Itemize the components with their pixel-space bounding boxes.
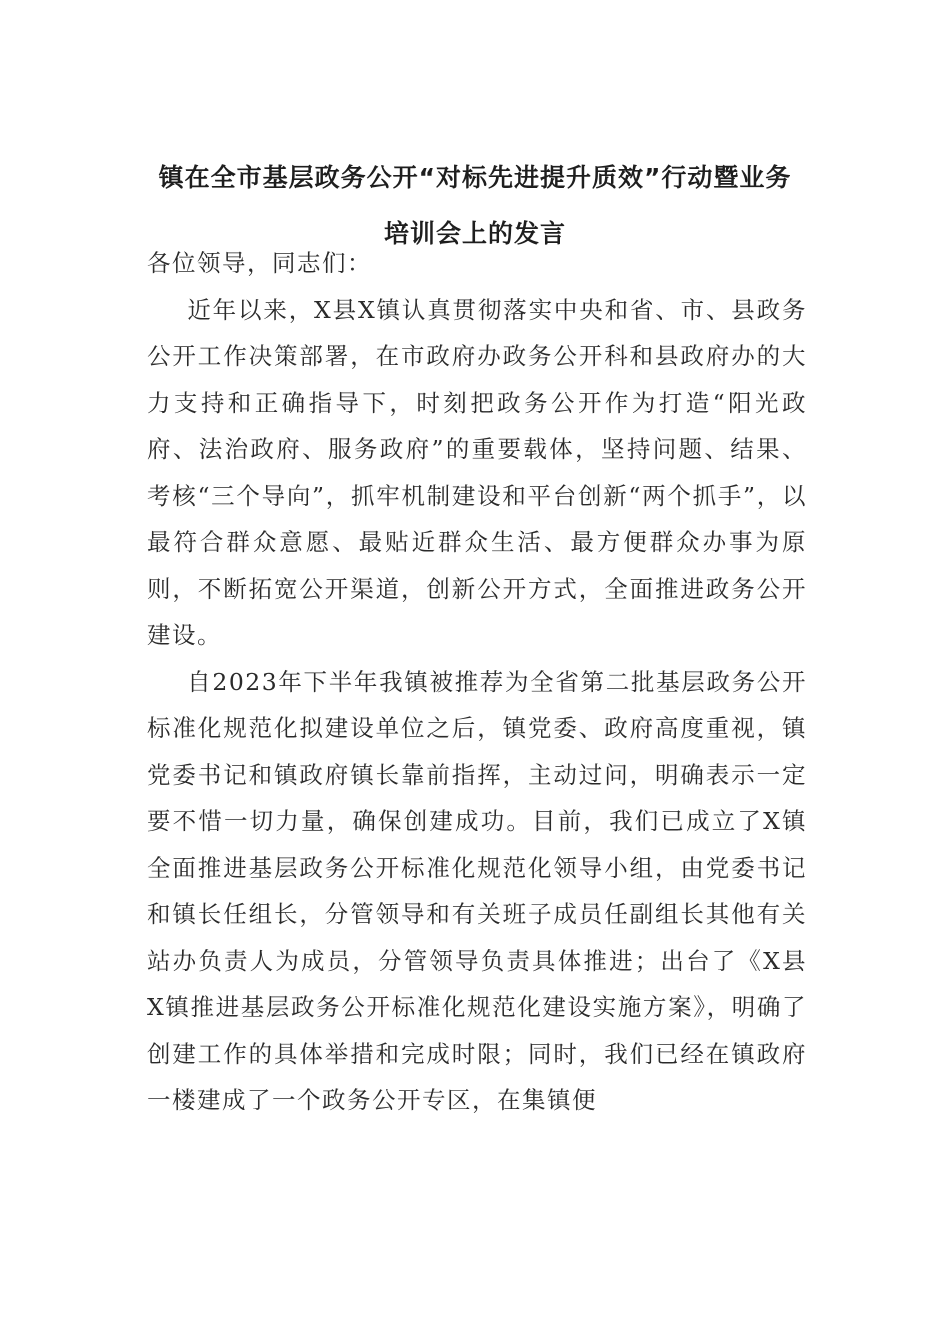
title-line-1: 镇在全市基层政务公开“对标先进提升质效”行动暨业务 [158,163,792,192]
paragraph-1-text: 近年以来，X县X镇认真贯彻落实中央和省、市、县政务公开工作决策部署，在市政府办政务公开科和县政府办的大力支持和正确指导下，时刻把政务公开作为打造“阳光政府、法治政府、服务政府”的重要载体，坚持问题、结果、考核“三个导向”，抓牢机制建设和平台创新“两个抓手”，以最符合群众意愿、最贴近群众生活、最方便群众办事为原则，不断拓宽公开渠道，创新公开方式，全面推进政务公开建设。 [147,295,807,649]
paragraph-1 [147,287,807,659]
paragraph-2-text: 自2023年下半年我镇被推荐为全省第二批基层政务公开标准化规范化拟建设单位之后，镇党委、政府高度重视，镇党委书记和镇政府镇长靠前指挥，主动过问，明确表示一定要不惜一切力量，确保创建成功。目前，我们已成立了X镇全面推进基层政务公开标准化规范化领导小组，由党委书记和镇长任组长，分管领导和有关班子成员任副组长其他有关站办负责人为成员，分管领导负责具体推进；出台了《X县X镇推进基层政务公开标准化规范化建设实施方案》，明确了创建工作的具体举措和完成时限；同时，我们已经在镇政府一楼建成了一个政务公开专区，在集镇便 [147,667,807,1114]
document-body [147,240,807,1124]
title-line-2: 培训会上的发言 [383,219,566,248]
paragraph-2 [147,659,807,1124]
salutation: 各位领导，同志们： [147,249,372,277]
